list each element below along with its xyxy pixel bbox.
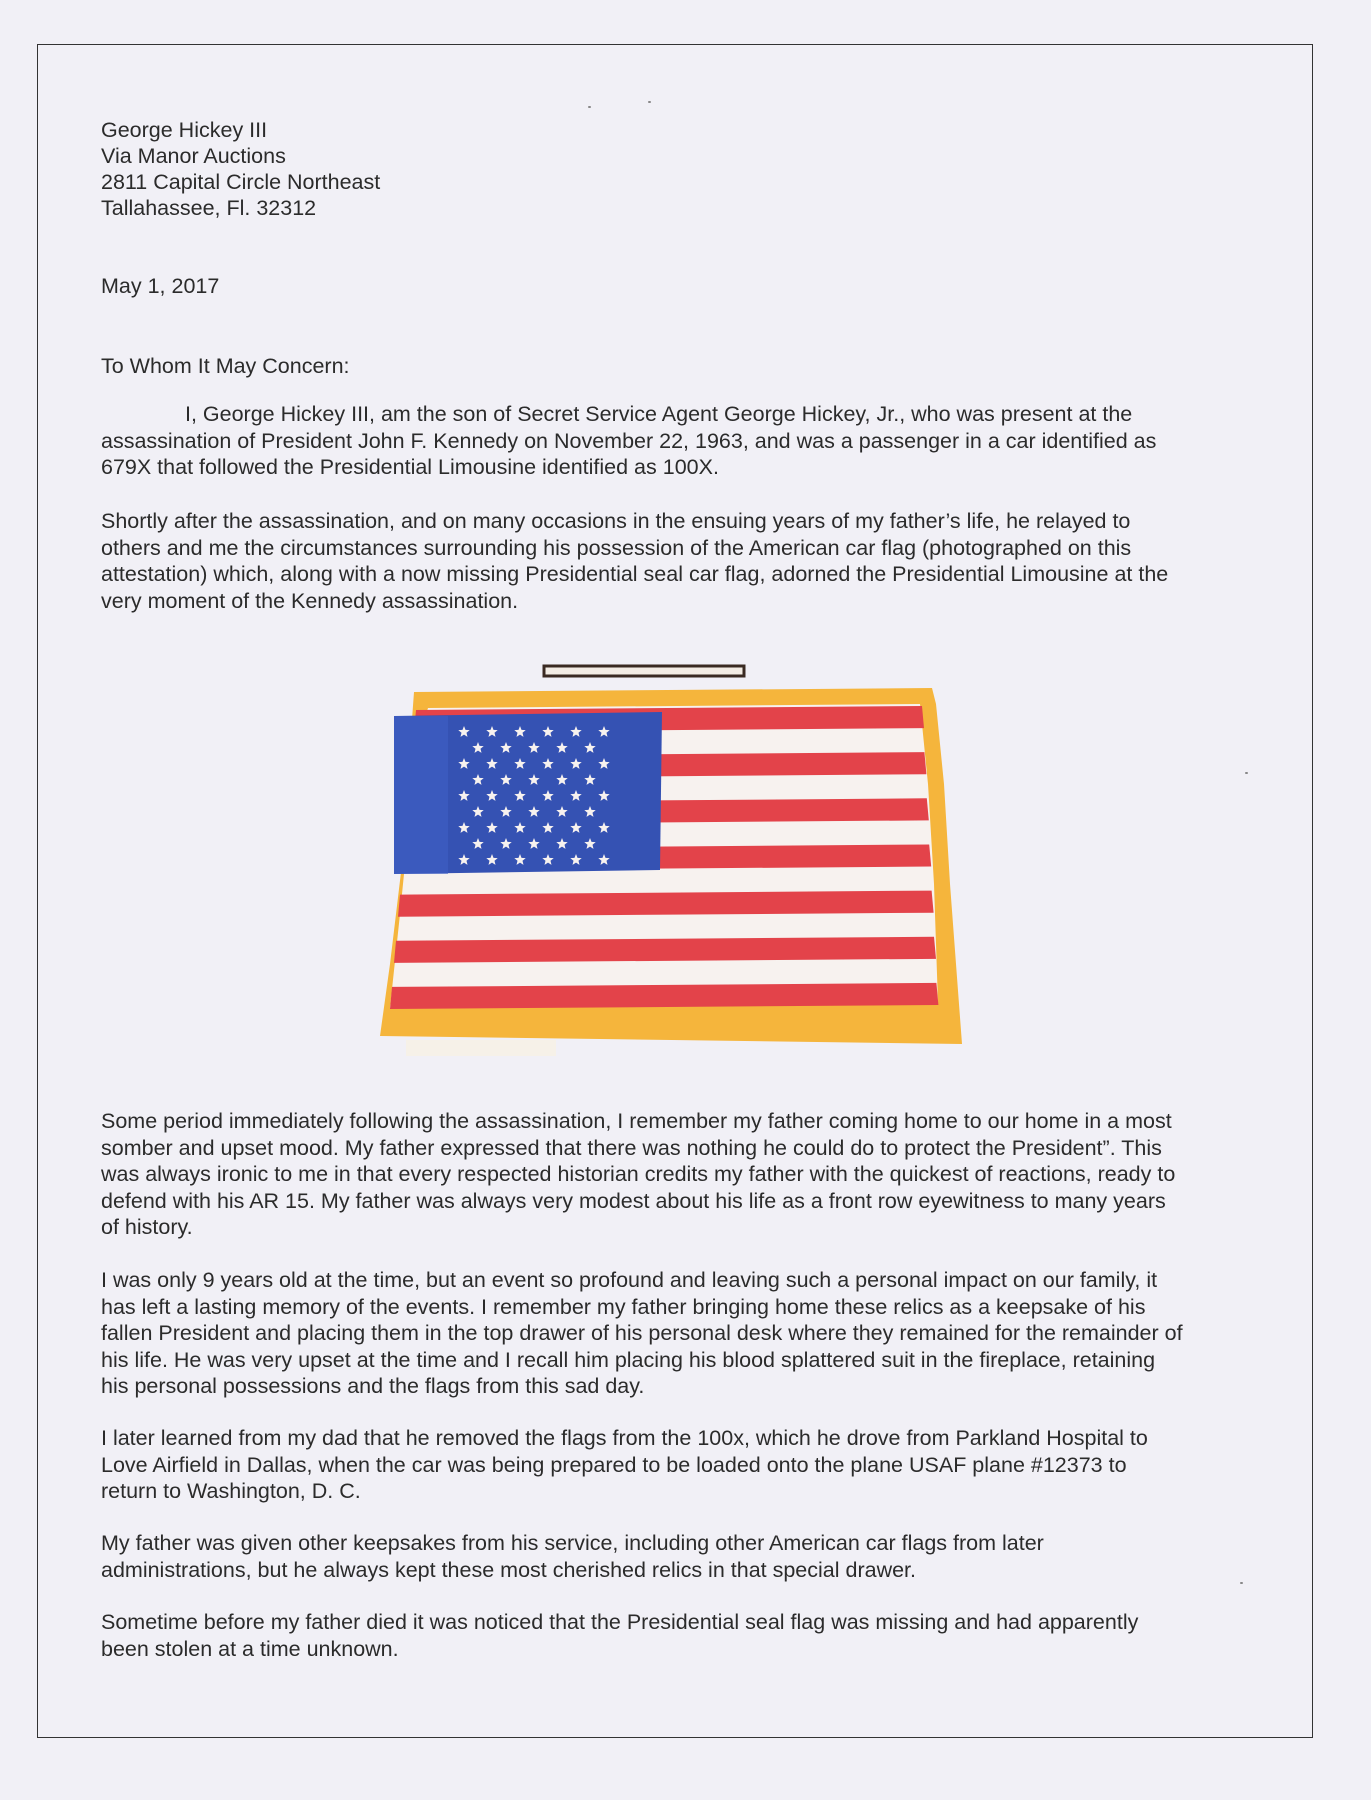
paragraph-line: assassination of President John F. Kennedy on November 22, 1963, and was a passenger in a car identified as [101, 428, 1157, 453]
american-flag-image [376, 664, 976, 1059]
letter-date: May 1, 2017 [101, 274, 220, 298]
paragraph-1 [101, 401, 1261, 481]
paragraph-line: administrations, but he always kept these most cherished relics in that special drawer. [101, 1557, 917, 1582]
paragraph-line: Sometime before my father died it was noticed that the Presidential seal flag was missing and had apparently [101, 1610, 1139, 1634]
paragraph-line: I later learned from my dad that he removed the flags from the 100x, which he drove from Parkland Hospital to [101, 1426, 1148, 1450]
paragraph-line: very moment of the Kennedy assassination. [101, 588, 519, 613]
sender-street: 2811 Capital Circle Northeast [101, 170, 381, 194]
paragraph-line: others and me the circumstances surrounding his possession of the American car flag (photographed on this [101, 535, 1132, 560]
paragraph-7 [101, 1609, 1261, 1662]
paragraph-line: I, George Hickey III, am the son of Secret Service Agent George Hickey, Jr., who was present at the [185, 402, 1133, 426]
paragraph-line: return to Washington, D. C. [101, 1479, 361, 1503]
paragraph-line: his life. He was very upset at the time and I recall him placing his blood splattered suit in the fireplace, retaining [101, 1347, 1156, 1372]
paragraph-line: I was only 9 years old at the time, but an event so profound and leaving such a personal impact on our family, it [101, 1268, 1158, 1292]
paragraph-3 [101, 1108, 1261, 1241]
paragraph-line: has left a lasting memory of the events. I remember my father bringing home these relics as a keepsake of his [101, 1294, 1146, 1319]
paragraph-6 [101, 1530, 1261, 1583]
paragraph-line: his personal possessions and the flags from this sad day. [101, 1374, 645, 1398]
sender-city: Tallahassee, Fl. 32312 [101, 196, 317, 220]
paragraph-line: been stolen at a time unknown. [101, 1636, 399, 1661]
paragraph-line: somber and upset mood. My father expressed that there was nothing he could do to protect the President”. This [101, 1135, 1162, 1160]
paragraph-2 [101, 508, 1261, 614]
flag-photograph [376, 664, 976, 1059]
paragraph-line: My father was given other keepsakes from his service, including other American car flags from later [101, 1531, 1044, 1555]
flag-stripe [390, 983, 938, 1009]
paragraph-line: Some period immediately following the assassination, I remember my father coming home to our home in a most [101, 1109, 1172, 1133]
paragraph-line: Love Airfield in Dallas, when the car was being prepared to be loaded onto the plane USAF plane #12373 to [101, 1452, 1127, 1477]
paragraph-line: defend with his AR 15. My father was always very modest about his life as a front row eyewitness to many years [101, 1188, 1166, 1213]
paragraph-5 [101, 1425, 1261, 1505]
sender-via: Via Manor Auctions [101, 144, 286, 168]
paragraph-line: Shortly after the assassination, and on many occasions in the ensuing years of my father’s life, he relayed to [101, 509, 1131, 533]
paragraph-4 [101, 1267, 1261, 1400]
paragraph-line: was always ironic to me in that every respected historian credits my father with the quickest of reactions, ready to [101, 1162, 1176, 1186]
paragraph-line: fallen President and placing them in the top drawer of his personal desk where they remained for the remainder of [101, 1321, 1183, 1345]
paragraph-line: of history. [101, 1215, 193, 1239]
salutation: To Whom It May Concern: [101, 354, 350, 378]
paragraph-line: attestation) which, along with a now missing Presidential seal car flag, adorned the Presidential Limousine at the [101, 562, 1169, 586]
flag-stripe [394, 937, 936, 963]
sender-name: George Hickey III [101, 118, 268, 142]
paragraph-line: 679X that followed the Presidential Limousine identified as 100X. [101, 455, 719, 479]
flag-stripe [398, 891, 934, 917]
